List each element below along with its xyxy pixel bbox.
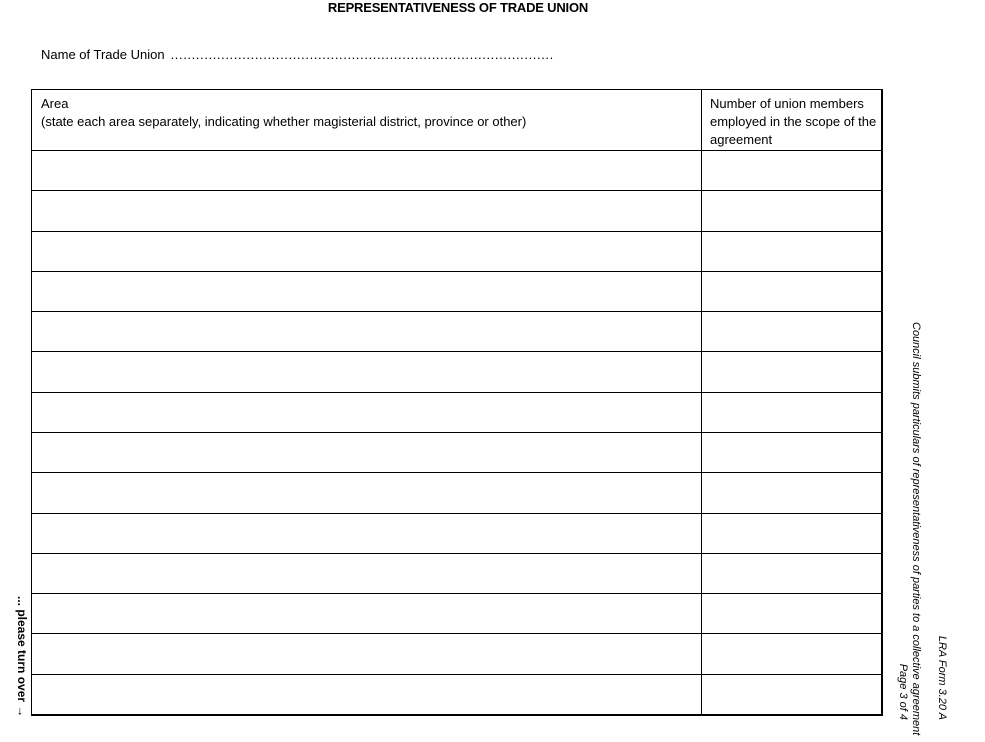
turn-over-note: ... please turn over → (15, 596, 29, 718)
members-count-cell[interactable] (702, 634, 881, 673)
members-count-cell[interactable] (702, 473, 881, 512)
trade-union-name-row (41, 47, 554, 63)
table-row (32, 231, 881, 271)
table-row (32, 432, 881, 472)
area-cell[interactable] (32, 151, 701, 190)
trade-union-name-field[interactable]: ........................................................................................... (170, 47, 554, 62)
table-row (32, 553, 881, 593)
members-count-cell[interactable] (702, 352, 881, 391)
table-row (32, 311, 881, 351)
table-row (32, 271, 881, 311)
representativeness-table (31, 89, 883, 716)
area-cell[interactable] (32, 312, 701, 351)
members-count-cell[interactable] (702, 594, 881, 633)
area-cell[interactable] (32, 232, 701, 271)
table-row (32, 190, 881, 230)
turn-over-note-container (13, 596, 31, 718)
area-header-title: Area (41, 96, 69, 111)
area-cell[interactable] (32, 352, 701, 391)
members-count-cell[interactable] (702, 393, 881, 432)
area-cell[interactable] (32, 473, 701, 512)
table-row (32, 593, 881, 633)
page-number: Page 3 of 4 (897, 663, 909, 720)
area-cell[interactable] (32, 675, 701, 714)
area-cell[interactable] (32, 514, 701, 553)
area-header-instructions: (state each area separately, indicating whether magisterial district, province or other) (41, 114, 527, 129)
members-count-cell[interactable] (702, 554, 881, 593)
table-row (32, 351, 881, 391)
members-count-cell[interactable] (702, 514, 881, 553)
area-cell[interactable] (32, 634, 701, 673)
area-cell[interactable] (32, 272, 701, 311)
trade-union-name-label: Name of Trade Union (41, 47, 165, 62)
table-body (32, 90, 881, 714)
table-row (32, 392, 881, 432)
members-count-cell[interactable] (702, 151, 881, 190)
area-cell[interactable] (32, 191, 701, 230)
members-column-header: Number of union members employed in the scope of the agreement (710, 96, 877, 147)
members-count-cell[interactable] (702, 312, 881, 351)
area-cell[interactable] (32, 393, 701, 432)
area-cell[interactable] (32, 433, 701, 472)
table-row (32, 150, 881, 190)
form-number: LRA Form 3.20 A (936, 635, 948, 720)
table-row (32, 513, 881, 553)
form-footer-rotated (893, 322, 953, 736)
council-side-note: Council submits particulars of representativeness of parties to a collective agreement (910, 322, 922, 736)
members-count-cell[interactable] (702, 675, 881, 714)
table-row (32, 633, 881, 673)
area-cell[interactable] (32, 594, 701, 633)
form-title: REPRESENTATIVENESS OF TRADE UNION (327, 0, 589, 15)
table-row (32, 674, 881, 714)
members-count-cell[interactable] (702, 272, 881, 311)
members-count-cell[interactable] (702, 191, 881, 230)
area-cell[interactable] (32, 554, 701, 593)
members-count-cell[interactable] (702, 232, 881, 271)
members-count-cell[interactable] (702, 433, 881, 472)
table-row (32, 472, 881, 512)
